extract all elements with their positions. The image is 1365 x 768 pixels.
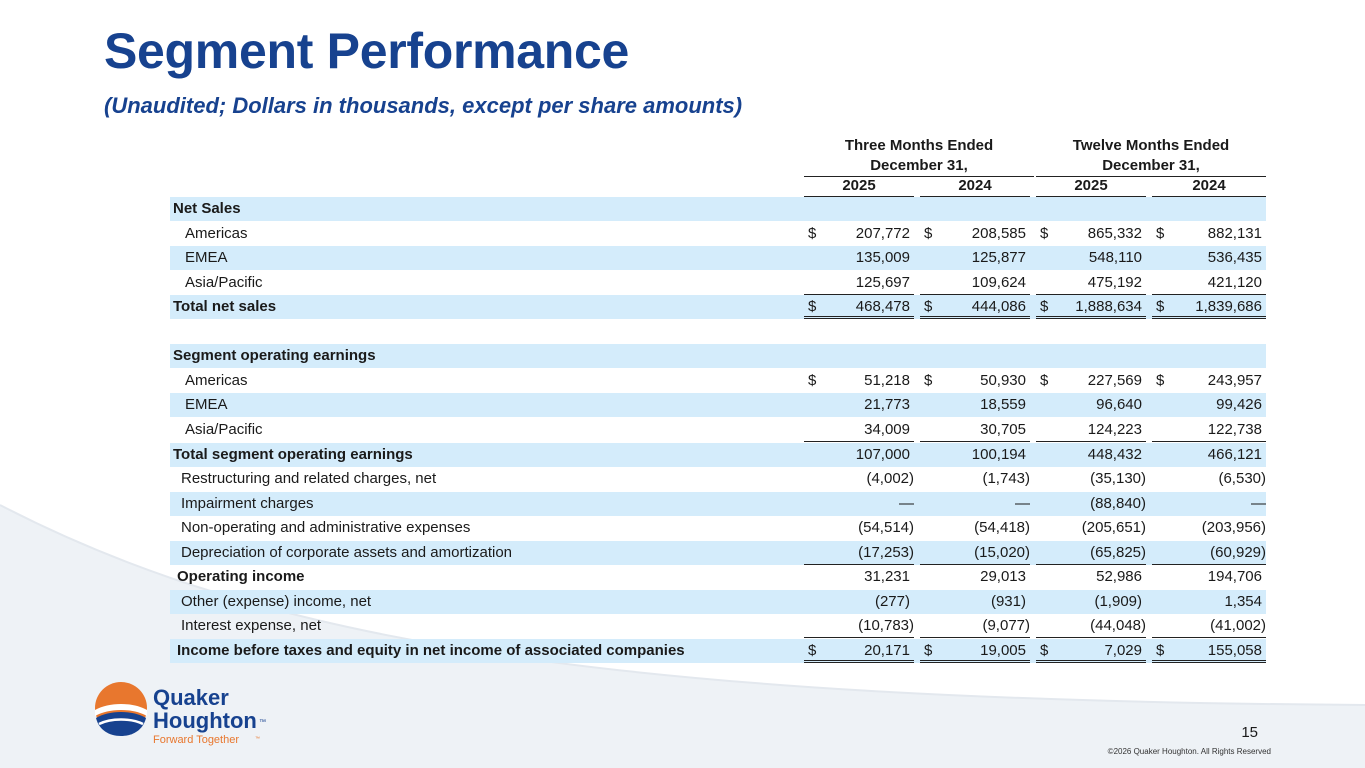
- cell-value: —: [1251, 494, 1266, 512]
- table-cell: [920, 467, 1030, 491]
- table-cell: [1152, 443, 1266, 467]
- cell-value: 107,000: [855, 445, 910, 463]
- table-cell: [1152, 393, 1266, 417]
- cell-value: (44,048): [1090, 617, 1146, 635]
- table-cell: [804, 516, 914, 540]
- table-cell: [1152, 295, 1266, 319]
- cell-value: (4,002): [866, 470, 914, 488]
- cell-value: (65,825): [1090, 543, 1146, 561]
- cell-value: —: [1015, 494, 1030, 512]
- table-row: [170, 541, 1266, 565]
- table-cell: [1036, 541, 1146, 565]
- cell-value: 135,009: [855, 249, 910, 267]
- copyright-notice: ©2026 Quaker Houghton. All Rights Reserved: [1107, 747, 1271, 756]
- cell-value: 548,110: [1088, 249, 1142, 267]
- cell-value: (41,002): [1210, 617, 1266, 635]
- page-subtitle: (Unaudited; Dollars in thousands, except per share amounts): [104, 93, 743, 118]
- table-row: [170, 639, 1266, 663]
- table-cell: [1036, 418, 1146, 442]
- row-label: Asia/Pacific: [185, 273, 263, 291]
- currency-symbol: $: [1040, 371, 1049, 389]
- cell-value: 1,888,634: [1075, 298, 1142, 316]
- cell-value: 194,706: [1207, 568, 1262, 586]
- table-cell: [1152, 344, 1266, 368]
- table-cell: [1152, 639, 1266, 663]
- table-row: [170, 418, 1266, 442]
- cell-value: 155,058: [1207, 641, 1262, 659]
- table-row: [170, 246, 1266, 270]
- cell-value: 7,029: [1104, 641, 1142, 659]
- table-cell: [920, 639, 1030, 663]
- cell-value: 50,930: [980, 371, 1026, 389]
- header-year-y-2025: 2025: [1036, 176, 1146, 197]
- table-cell: [920, 222, 1030, 246]
- table-cell: [920, 565, 1030, 589]
- table-cell: [1036, 295, 1146, 319]
- cell-value: 29,013: [980, 568, 1026, 586]
- table-cell: [1152, 197, 1266, 221]
- cell-value: 1,839,686: [1195, 298, 1262, 316]
- currency-symbol: $: [1040, 224, 1049, 242]
- cell-value: 466,121: [1207, 445, 1262, 463]
- table-cell: [804, 295, 914, 319]
- cell-value: (6,530): [1218, 470, 1266, 488]
- table-row: [170, 320, 1266, 344]
- cell-value: 865,332: [1087, 224, 1142, 242]
- cell-value: (10,783): [858, 617, 914, 635]
- table-cell: [1152, 246, 1266, 270]
- currency-symbol: $: [1040, 298, 1049, 316]
- row-label: EMEA: [185, 249, 228, 267]
- table-row: [170, 443, 1266, 467]
- table-cell: [1152, 369, 1266, 393]
- header-year-q-2024: 2024: [920, 176, 1030, 197]
- table-row: [170, 590, 1266, 614]
- cell-value: 227,569: [1087, 371, 1142, 389]
- table-row: [170, 516, 1266, 540]
- table-cell: [804, 614, 914, 638]
- table-cell: [1152, 614, 1266, 638]
- page-number: 15: [1241, 724, 1258, 741]
- table-cell: [1036, 393, 1146, 417]
- table-cell: [920, 393, 1030, 417]
- header-year-y-2024: 2024: [1152, 176, 1266, 197]
- table-cell: [804, 344, 914, 368]
- table-cell: [1152, 590, 1266, 614]
- currency-symbol: $: [1040, 641, 1049, 659]
- cell-value: 31,231: [864, 568, 910, 586]
- row-label: EMEA: [185, 396, 228, 414]
- row-label: Income before taxes and equity in net income of associated companies: [177, 641, 685, 659]
- cell-value: (15,020): [974, 543, 1030, 561]
- table-cell: [1036, 467, 1146, 491]
- cell-value: (205,651): [1081, 519, 1146, 537]
- cell-value: 444,086: [971, 298, 1026, 316]
- cell-value: 421,120: [1207, 273, 1262, 291]
- header-twelve-months: Twelve Months Ended December 31,: [1036, 136, 1266, 177]
- quaker-houghton-logo: [95, 680, 275, 746]
- table-cell: [920, 541, 1030, 565]
- cell-value: 51,218: [864, 371, 910, 389]
- row-label: Americas: [185, 224, 248, 242]
- table-cell: [1036, 344, 1146, 368]
- table-cell: [804, 541, 914, 565]
- table-cell: [804, 369, 914, 393]
- table-cell: [1036, 369, 1146, 393]
- cell-value: (931): [990, 592, 1026, 610]
- table-cell: [920, 295, 1030, 319]
- table-cell: [1036, 443, 1146, 467]
- table-cell: [1036, 590, 1146, 614]
- table-cell: [1152, 222, 1266, 246]
- svg-text:Quaker: Quaker: [153, 685, 229, 710]
- cell-value: 882,131: [1207, 224, 1262, 242]
- table-row: [170, 271, 1266, 295]
- table-cell: [1036, 320, 1146, 344]
- cell-value: 18,559: [980, 396, 1026, 414]
- table-row: [170, 492, 1266, 516]
- table-cell: [804, 639, 914, 663]
- table-cell: [920, 492, 1030, 516]
- currency-symbol: $: [808, 298, 817, 316]
- cell-value: (277): [874, 592, 910, 610]
- cell-value: 34,009: [864, 420, 910, 438]
- row-label: Other (expense) income, net: [181, 592, 372, 610]
- currency-symbol: $: [924, 224, 933, 242]
- table-cell: [804, 271, 914, 295]
- table-cell: [804, 320, 914, 344]
- cell-value: (1,743): [982, 470, 1030, 488]
- cell-value: 99,426: [1216, 396, 1262, 414]
- currency-symbol: $: [808, 641, 817, 659]
- cell-value: 536,435: [1207, 249, 1262, 267]
- cell-value: (1,909): [1094, 592, 1142, 610]
- table-cell: [1152, 418, 1266, 442]
- table-row: [170, 565, 1266, 589]
- cell-value: (9,077): [982, 617, 1030, 635]
- row-label: Restructuring and related charges, net: [181, 470, 437, 488]
- cell-value: 122,738: [1207, 420, 1262, 438]
- row-label: Total segment operating earnings: [173, 445, 413, 463]
- svg-text:Forward Together: Forward Together: [153, 734, 240, 746]
- table-cell: [1152, 271, 1266, 295]
- table-row: [170, 197, 1266, 221]
- row-label: Segment operating earnings: [173, 347, 376, 365]
- table-cell: [920, 418, 1030, 442]
- table-row: [170, 222, 1266, 246]
- cell-value: 243,957: [1207, 371, 1262, 389]
- table-cell: [1152, 467, 1266, 491]
- table-cell: [1036, 516, 1146, 540]
- cell-value: 124,223: [1087, 420, 1142, 438]
- cell-value: (54,418): [974, 519, 1030, 537]
- currency-symbol: $: [1156, 641, 1165, 659]
- currency-symbol: $: [1156, 371, 1165, 389]
- table-row: [170, 467, 1266, 491]
- table-cell: [804, 443, 914, 467]
- table-cell: [1152, 516, 1266, 540]
- cell-value: (54,514): [858, 519, 914, 537]
- cell-value: 207,772: [855, 224, 910, 242]
- table-cell: [920, 443, 1030, 467]
- table-cell: [920, 197, 1030, 221]
- table-row: [170, 614, 1266, 638]
- cell-value: 475,192: [1087, 273, 1142, 291]
- row-label: Net Sales: [173, 200, 241, 217]
- cell-value: 100,194: [971, 445, 1026, 463]
- row-label: Impairment charges: [181, 494, 314, 512]
- cell-value: 19,005: [980, 641, 1026, 659]
- table-cell: [804, 590, 914, 614]
- svg-text:Houghton: Houghton: [153, 708, 257, 733]
- table-cell: [920, 344, 1030, 368]
- currency-symbol: $: [808, 224, 817, 242]
- table-cell: [804, 246, 914, 270]
- table-cell: [1036, 614, 1146, 638]
- cell-value: 448,432: [1087, 445, 1142, 463]
- table-cell: [920, 369, 1030, 393]
- cell-value: 21,773: [864, 396, 910, 414]
- row-label: Operating income: [177, 568, 305, 586]
- header-three-months: Three Months Ended December 31,: [804, 136, 1034, 177]
- cell-value: 125,877: [971, 249, 1026, 267]
- cell-value: 208,585: [971, 224, 1026, 242]
- row-label: Asia/Pacific: [185, 420, 263, 438]
- cell-value: 96,640: [1096, 396, 1142, 414]
- table-cell: [1036, 639, 1146, 663]
- table-cell: [1036, 246, 1146, 270]
- table-cell: [920, 516, 1030, 540]
- row-label: Americas: [185, 371, 248, 389]
- table-cell: [1152, 320, 1266, 344]
- table-cell: [1036, 565, 1146, 589]
- table-cell: [920, 320, 1030, 344]
- cell-value: (203,956): [1201, 519, 1266, 537]
- table-cell: [804, 222, 914, 246]
- row-label: Total net sales: [173, 298, 277, 316]
- cell-value: 20,171: [864, 641, 910, 659]
- table-cell: [920, 271, 1030, 295]
- table-cell: [920, 590, 1030, 614]
- cell-value: 30,705: [980, 420, 1026, 438]
- cell-value: (17,253): [858, 543, 914, 561]
- table-cell: [1036, 222, 1146, 246]
- svg-text:™: ™: [259, 719, 266, 726]
- header-year-q-2025: 2025: [804, 176, 914, 197]
- table-row: [170, 369, 1266, 393]
- currency-symbol: $: [1156, 298, 1165, 316]
- currency-symbol: $: [924, 298, 933, 316]
- table-cell: [804, 467, 914, 491]
- currency-symbol: $: [1156, 224, 1165, 242]
- currency-symbol: $: [924, 371, 933, 389]
- svg-text:™: ™: [255, 736, 260, 742]
- cell-value: 125,697: [855, 273, 910, 291]
- table-cell: [920, 246, 1030, 270]
- page-title: Segment Performance: [104, 23, 630, 79]
- row-label: Interest expense, net: [181, 617, 322, 635]
- table-cell: [1152, 541, 1266, 565]
- table-cell: [804, 197, 914, 221]
- table-cell: [1036, 271, 1146, 295]
- table-cell: [1152, 565, 1266, 589]
- currency-symbol: $: [808, 371, 817, 389]
- cell-value: 52,986: [1096, 568, 1142, 586]
- table-cell: [1152, 492, 1266, 516]
- table-cell: [804, 492, 914, 516]
- cell-value: (35,130): [1090, 470, 1146, 488]
- cell-value: —: [899, 494, 914, 512]
- table-cell: [804, 418, 914, 442]
- cell-value: 109,624: [971, 273, 1026, 291]
- table-row: [170, 344, 1266, 368]
- currency-symbol: $: [924, 641, 933, 659]
- row-label: Non-operating and administrative expenses: [181, 519, 471, 537]
- table-cell: [1036, 492, 1146, 516]
- table-cell: [804, 393, 914, 417]
- table-cell: [1036, 197, 1146, 221]
- table-cell: [920, 614, 1030, 638]
- quaker-houghton-globe-icon: [95, 682, 147, 736]
- cell-value: 1,354: [1224, 592, 1262, 610]
- table-row: [170, 295, 1266, 319]
- table-cell: [804, 565, 914, 589]
- row-label: Depreciation of corporate assets and amortization: [181, 543, 513, 561]
- cell-value: 468,478: [855, 298, 910, 316]
- cell-value: (88,840): [1090, 494, 1146, 512]
- table-row: [170, 393, 1266, 417]
- cell-value: (60,929): [1210, 543, 1266, 561]
